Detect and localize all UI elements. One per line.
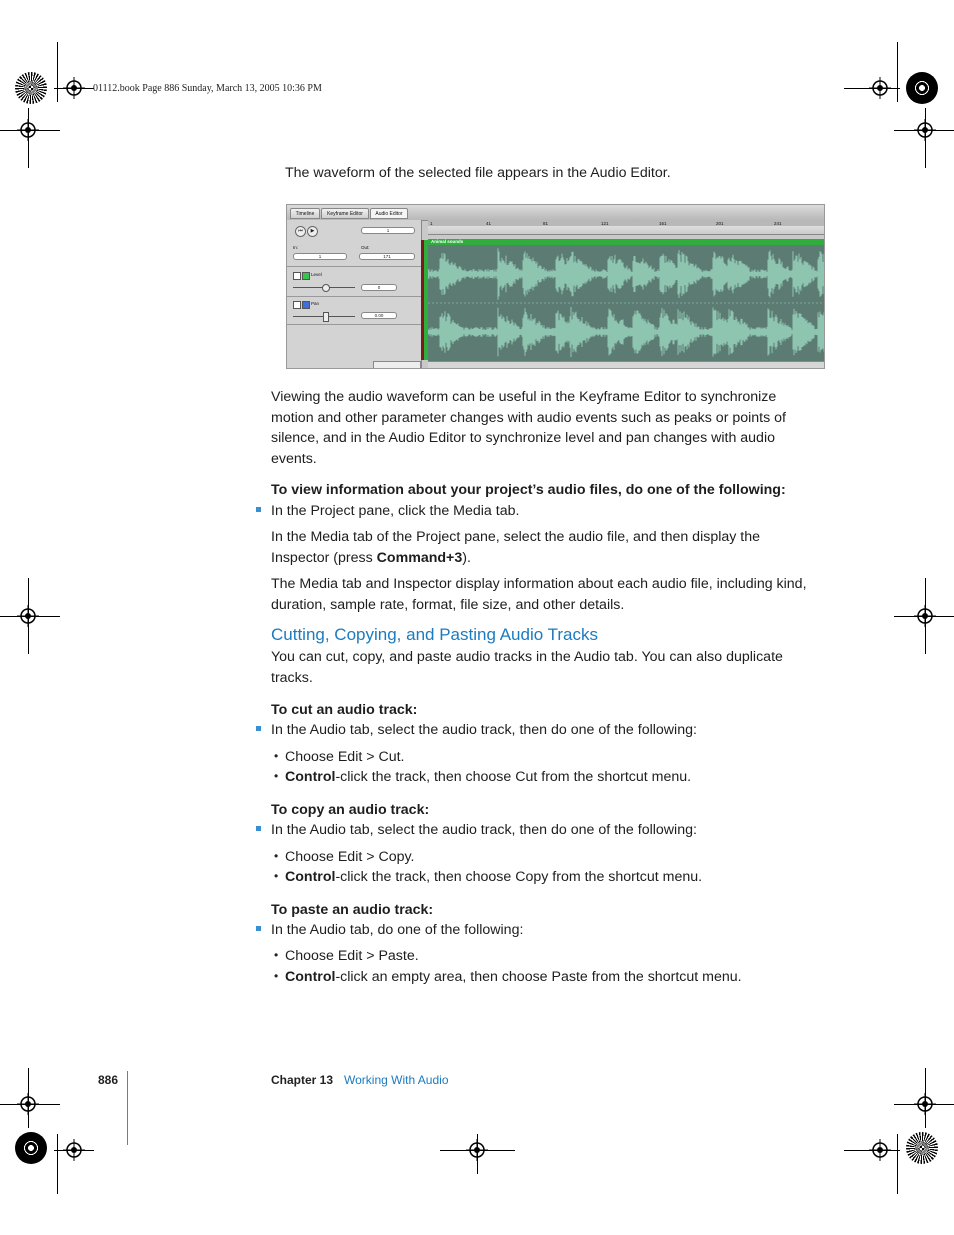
track-name: Animal sounds (431, 239, 464, 244)
copy-option-menu: Choose Edit > Copy. (285, 849, 415, 865)
out-label: Out: (361, 245, 370, 250)
tab-bar (287, 205, 825, 221)
level-slider-knob[interactable] (322, 284, 330, 292)
registration-mark-icon (63, 77, 85, 99)
ruler-tick: 201 (716, 221, 724, 226)
paste-heading: To paste an audio track: (271, 902, 434, 918)
bullet-dot-icon: • (274, 769, 279, 783)
in-field[interactable]: 1 (293, 253, 347, 260)
view-info-step: In the Project pane, click the Media tab. (271, 503, 520, 519)
audio-controls-panel (287, 220, 422, 369)
paste-option-shortcut: Control-click an empty area, then choose Paste from the shortcut menu. (285, 969, 742, 985)
copy-step: In the Audio tab, select the audio track, then do one of the following: (271, 822, 697, 838)
play-icon[interactable]: ▶ (307, 226, 318, 237)
section-heading: Cutting, Copying, and Pasting Audio Tracks (271, 625, 598, 644)
play-button[interactable]: ⏮ (295, 226, 306, 237)
pan-field[interactable]: 0.00 (361, 312, 397, 319)
paste-step: In the Audio tab, do one of the following: (271, 922, 524, 938)
registration-mark-icon (466, 1139, 488, 1161)
bullet-dot-icon: • (274, 869, 279, 883)
out-field[interactable]: 171 (359, 253, 415, 260)
ruler-tick: 81 (543, 221, 549, 226)
ruler-tick: 1 (430, 221, 433, 226)
registration-mark-icon (17, 1093, 39, 1115)
intro-text: The waveform of the selected file appears in the Audio Editor. (285, 165, 671, 181)
pan-color-swatch (302, 301, 310, 309)
level-color-swatch (302, 272, 310, 280)
tab-keyframe-editor[interactable]: Keyframe Editor (321, 208, 369, 219)
page-number: 886 (98, 1073, 119, 1087)
ruler-tick: 241 (774, 221, 782, 226)
view-info-heading: To view information about your project’s audio files, do one of the following: (271, 482, 786, 498)
ruler-tick: 121 (601, 221, 609, 226)
registration-mark-icon (63, 1139, 85, 1161)
section-intro: You can cut, copy, and paste audio tracks in the Audio tab. You can also duplicate tracks. (271, 649, 783, 686)
in-label: In: (293, 245, 299, 250)
bullet-square-icon (256, 926, 261, 931)
registration-mark-icon (17, 119, 39, 141)
footer-chapter: Chapter 13 (271, 1073, 334, 1087)
copy-heading: To copy an audio track: (271, 802, 430, 818)
level-label: Level (311, 272, 322, 277)
bullet-square-icon (256, 826, 261, 831)
sunburst-mark-bottom-left (15, 1132, 47, 1164)
bullet-square-icon (256, 507, 261, 512)
audio-waveform[interactable] (428, 245, 825, 361)
copy-option-shortcut: Control-click the track, then choose Copy from the shortcut menu. (285, 869, 703, 885)
tab-timeline[interactable]: Timeline (290, 208, 320, 219)
sunburst-mark-top-right (906, 72, 938, 104)
frame-field[interactable]: 1 (361, 227, 415, 234)
zoom-slider[interactable] (373, 361, 421, 369)
waveform-paragraph: Viewing the audio waveform can be useful in the Keyframe Editor to synchronize motion and other parameter changes with audio events such as peaks or points of silence, and in the Audio Editor to synchronize level and pan changes with audio events. (271, 389, 786, 467)
bullet-dot-icon: • (274, 969, 279, 983)
sunburst-mark-top-left (15, 72, 47, 104)
bullet-dot-icon: • (274, 749, 279, 763)
ruler-tick: 161 (659, 221, 667, 226)
pan-checkbox[interactable] (293, 301, 301, 309)
cut-option-shortcut: Control-click the track, then choose Cut from the shortcut menu. (285, 769, 692, 785)
horizontal-scrollbar[interactable] (428, 361, 825, 369)
level-checkbox[interactable] (293, 272, 301, 280)
footer-chapter-title: Working With Audio (344, 1073, 449, 1087)
sunburst-mark-bottom-right (906, 1132, 938, 1164)
cut-option-menu: Choose Edit > Cut. (285, 749, 405, 765)
registration-mark-icon (914, 605, 936, 627)
registration-mark-icon (869, 77, 891, 99)
ruler-tick: 41 (486, 221, 492, 226)
pan-label: Pan (311, 301, 320, 306)
bullet-square-icon (256, 726, 261, 731)
registration-mark-icon (914, 1093, 936, 1115)
registration-mark-icon (17, 605, 39, 627)
footer-rule (127, 1071, 128, 1145)
paste-option-menu: Choose Edit > Paste. (285, 948, 419, 964)
level-meter (421, 240, 428, 360)
tab-audio-editor[interactable]: Audio Editor (370, 208, 408, 219)
print-header-meta: 01112.book Page 886 Sunday, March 13, 2005 10:36 PM (93, 83, 322, 94)
cut-heading: To cut an audio track: (271, 702, 418, 718)
bullet-dot-icon: • (274, 948, 279, 962)
cut-step: In the Audio tab, select the audio track, then do one of the following: (271, 722, 697, 738)
registration-mark-icon (914, 119, 936, 141)
level-field[interactable]: 0 (361, 284, 397, 291)
view-info-detail: In the Media tab of the Project pane, select the audio file, and then display the Inspector (press Command+3). (271, 529, 761, 566)
view-info-description: The Media tab and Inspector display information about each audio file, including kind, duration, sample rate, format, file size, and other details. (271, 576, 807, 613)
registration-mark-icon (869, 1139, 891, 1161)
bullet-dot-icon: • (274, 849, 279, 863)
pan-slider-knob[interactable] (323, 312, 329, 322)
audio-editor-screenshot (286, 204, 825, 369)
